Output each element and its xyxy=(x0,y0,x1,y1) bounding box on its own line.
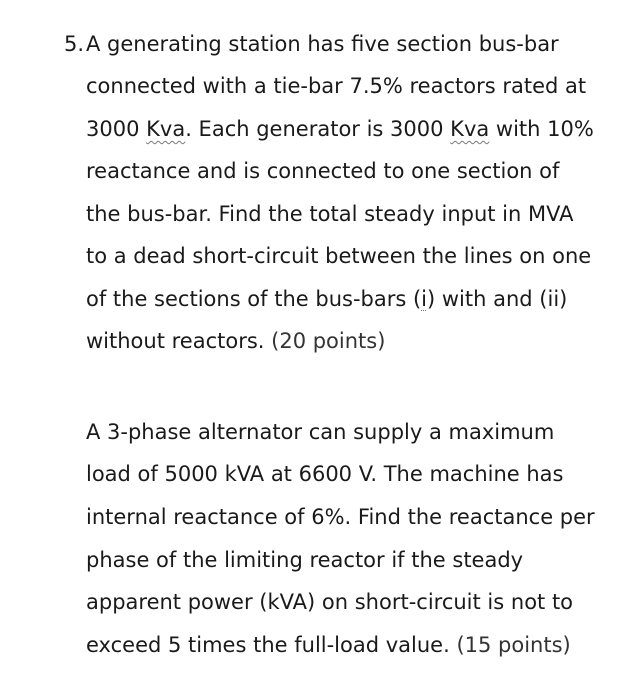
problem-1-line-1 xyxy=(64,31,559,57)
problem-1-text: reactance and is connected to one section of xyxy=(86,159,560,183)
problem-2-text: internal reactance of 6%. Find the reactance per xyxy=(86,505,595,529)
problem-1-text: with 10% xyxy=(489,117,594,141)
problem-1-text: ) with and (ii) xyxy=(427,287,568,311)
problem-1-line-3 xyxy=(86,116,594,142)
problem-1-line-6 xyxy=(86,243,591,269)
problem-2-line-3 xyxy=(86,504,595,530)
problem-2-text: exceed 5 times the full-load value. xyxy=(86,633,457,657)
problem-2-line-4 xyxy=(86,547,523,573)
points-label: (20 points) xyxy=(271,329,386,353)
problem-1-text: connected with a tie-bar 7.5% reactors rated at xyxy=(86,74,587,98)
problem-1-text: to a dead short-circuit between the lines on one xyxy=(86,244,592,268)
spellcheck-word: i xyxy=(421,287,428,311)
problem-2-text: phase of the limiting reactor if the steady xyxy=(86,548,524,572)
problem-1-text: . Each generator is 3000 xyxy=(185,117,451,141)
problem-2-text: A 3-phase alternator can supply a maximum xyxy=(86,420,555,444)
problem-1-text: A generating station has five section bus-bar xyxy=(86,32,559,56)
problem-1-line-8 xyxy=(86,328,385,354)
spellcheck-word: Kva xyxy=(146,117,186,141)
problem-1-line-7 xyxy=(86,286,567,312)
problem-1-line-2 xyxy=(86,73,586,99)
spellcheck-word: Kva xyxy=(450,117,490,141)
problem-1-line-4 xyxy=(86,158,559,184)
problem-2-text: apparent power (kVA) on short-circuit is not to xyxy=(86,590,574,614)
points-label: (15 points) xyxy=(456,633,571,657)
problem-2-line-1 xyxy=(86,419,554,445)
problem-2-text: load of 5000 kVA at 6600 V. The machine has xyxy=(86,462,564,486)
problem-1-text: the bus-bar. Find the total steady input in MVA xyxy=(86,202,574,226)
problem-number: 5. xyxy=(64,32,85,56)
problem-1-text: without reactors. xyxy=(86,329,272,353)
problem-2-line-6 xyxy=(86,632,571,658)
problem-1-text: of the sections of the bus-bars ( xyxy=(86,287,422,311)
problem-1-text: 3000 xyxy=(86,117,147,141)
problem-2-line-2 xyxy=(86,461,564,487)
problem-2-line-5 xyxy=(86,589,573,615)
problem-1-line-5 xyxy=(86,201,574,227)
